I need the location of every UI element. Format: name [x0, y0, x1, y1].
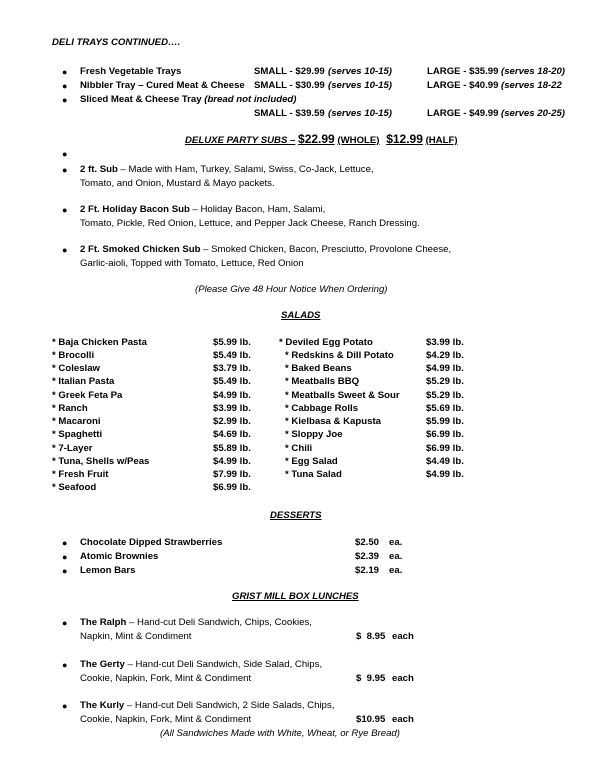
dessert-unit: ea. [389, 551, 403, 562]
salad-price: $7.99 lb. [213, 469, 251, 480]
salad-price: $5.29 lb. [426, 376, 464, 387]
salad-name: * Italian Pasta [52, 376, 115, 387]
lunch-desc-line2: Cookie, Napkin, Fork, Mint & Condiment [80, 673, 252, 684]
tray-small-price: SMALL - $39.59 [254, 108, 325, 119]
sub-name: 2 Ft. Holiday Bacon Sub [80, 204, 190, 215]
salad-name: * Fresh Fruit [52, 469, 109, 480]
tray-large-price: LARGE - $40.99 [427, 80, 499, 91]
lunch-item [80, 659, 322, 670]
lunch-name: The Gerty [80, 659, 125, 670]
lunch-desc-line2: Cookie, Napkin, Fork, Mint & Condiment [80, 714, 252, 725]
salad-name: * Meatballs Sweet & Sour [285, 390, 400, 401]
salad-price: $5.29 lb. [426, 390, 464, 401]
bullet-icon: ● [62, 552, 68, 562]
sub-desc-line2: Tomato, Pickle, Red Onion, Lettuce, and Pepper Jack Cheese, Ranch Dressing. [80, 218, 420, 229]
lunches-title: GRIST MILL BOX LUNCHES [232, 591, 359, 602]
salad-name: * Cabbage Rolls [285, 403, 359, 414]
tray-small-serves: (serves 10-15) [328, 108, 393, 119]
salad-name: * Ranch [52, 403, 88, 414]
sub-item [80, 244, 451, 255]
tray-name: Sliced Meat & Cheese Tray [80, 94, 202, 105]
salad-price: $6.99 lb. [426, 429, 464, 440]
desserts-title: DESSERTS [270, 510, 322, 521]
salad-price: $2.99 lb. [213, 416, 251, 427]
subs-half-price: $12.99 [386, 132, 423, 146]
salad-name: * Tuna, Shells w/Peas [52, 456, 150, 467]
section-header: DELI TRAYS CONTINUED…. [52, 37, 181, 48]
salad-price: $4.99 lb. [426, 469, 464, 480]
salad-price: $6.99 lb. [426, 443, 464, 454]
dessert-price: $2.50 [355, 537, 380, 548]
tray-large-serves: (serves 20-25) [501, 108, 566, 119]
tray-small-serves: (serves 10-15) [328, 80, 393, 91]
tray-small-price: SMALL - $30.99 [254, 80, 325, 91]
bullet-icon: ● [62, 165, 68, 175]
salad-price: $3.79 lb. [213, 363, 251, 374]
tray-small-price: SMALL - $29.99 [254, 66, 325, 77]
lunch-desc-line2: Napkin, Mint & Condiment [80, 631, 192, 642]
salad-name: * Seafood [52, 482, 97, 493]
salad-price: $4.69 lb. [213, 429, 251, 440]
salad-price: $4.29 lb. [426, 350, 464, 361]
salad-price: $6.99 lb. [213, 482, 251, 493]
lunch-desc: – Hand-cut Deli Sandwich, Chips, Cookies, [126, 617, 312, 628]
bullet-icon: ● [62, 538, 68, 548]
sandwich-bread-note: (All Sandwiches Made with White, Wheat, or Rye Bread) [160, 728, 400, 739]
salad-name: * Coleslaw [52, 363, 100, 374]
salad-name: * Sloppy Joe [285, 429, 343, 440]
salad-price: $3.99 lb. [426, 337, 464, 348]
tray-name: Fresh Vegetable Trays [80, 66, 182, 77]
salad-name: * Baja Chicken Pasta [52, 337, 147, 348]
tray-small-serves: (serves 10-15) [328, 66, 393, 77]
bullet-icon: ● [62, 149, 68, 159]
sub-desc: – Smoked Chicken, Bacon, Presciutto, Provolone Cheese, [200, 244, 452, 255]
salads-title: SALADS [281, 310, 321, 321]
salad-price: $4.99 lb. [213, 456, 251, 467]
salad-name: * Macaroni [52, 416, 101, 427]
tray-large-serves: (serves 18-20) [501, 66, 566, 77]
salad-price: $4.99 lb. [213, 390, 251, 401]
lunch-price: $ 9.95 [356, 673, 386, 684]
salad-name: * Chili [285, 443, 313, 454]
lunch-price: $ 8.95 [356, 631, 386, 642]
salad-price: $5.49 lb. [213, 350, 251, 361]
lunch-desc: – Hand-cut Deli Sandwich, 2 Side Salads, Chips, [124, 700, 335, 711]
salad-name: * Tuna Salad [285, 469, 342, 480]
bullet-icon: ● [62, 618, 68, 628]
salad-name: * Spaghetti [52, 429, 103, 440]
tray-row [80, 94, 296, 105]
salad-name: * Kielbasa & Kapusta [285, 416, 381, 427]
tray-name: Nibbler Tray – Cured Meat & Cheese [80, 80, 245, 91]
bullet-icon: ● [62, 67, 68, 77]
lunch-unit: each [392, 631, 414, 642]
subs-title-row [185, 132, 458, 146]
lunch-desc: – Hand-cut Deli Sandwich, Side Salad, Chips, [124, 659, 323, 670]
salad-name: * Egg Salad [285, 456, 338, 467]
lunch-price: $10.95 [356, 714, 386, 725]
sub-desc: – Holiday Bacon, Ham, Salami, [189, 204, 326, 215]
order-notice: (Please Give 48 Hour Notice When Ordering) [195, 284, 388, 295]
lunch-item [80, 617, 312, 628]
sub-item [80, 164, 374, 175]
salad-name: * Greek Feta Pa [52, 390, 123, 401]
salad-price: $5.99 lb. [213, 337, 251, 348]
subs-title: DELUXE PARTY SUBS – [185, 135, 296, 146]
dessert-name: Chocolate Dipped Strawberries [80, 537, 223, 548]
salad-name: * Brocolli [52, 350, 95, 361]
sub-desc: – Made with Ham, Turkey, Salami, Swiss, Co-Jack, Lettuce, [117, 164, 374, 175]
sub-name: 2 ft. Sub [80, 164, 118, 175]
tray-note: (bread not included) [204, 94, 297, 105]
salad-name: * Redskins & Dill Potato [285, 350, 394, 361]
salad-price: $3.99 lb. [213, 403, 251, 414]
dessert-name: Atomic Brownies [80, 551, 159, 562]
lunch-name: The Kurly [80, 700, 125, 711]
salad-price: $4.99 lb. [426, 363, 464, 374]
lunch-name: The Ralph [80, 617, 127, 628]
dessert-unit: ea. [389, 565, 403, 576]
bullet-icon: ● [62, 95, 68, 105]
salad-name: * Deviled Egg Potato [279, 337, 373, 348]
bullet-icon: ● [62, 566, 68, 576]
salad-name: * 7-Layer [52, 443, 93, 454]
salad-name: * Baked Beans [285, 363, 352, 374]
bullet-icon: ● [62, 81, 68, 91]
tray-large-price: LARGE - $35.99 [427, 66, 499, 77]
salad-price: $5.49 lb. [213, 376, 251, 387]
dessert-price: $2.39 [355, 551, 380, 562]
sub-desc-line2: Tomato, and Onion, Mustard & Mayo packets. [80, 178, 275, 189]
dessert-price: $2.19 [355, 565, 380, 576]
tray-large-serves: (serves 18-22 [501, 80, 562, 91]
salad-price: $5.89 lb. [213, 443, 251, 454]
bullet-icon: ● [62, 701, 68, 711]
dessert-name: Lemon Bars [80, 565, 136, 576]
subs-whole-label: (WHOLE) [337, 135, 380, 146]
dessert-unit: ea. [389, 537, 403, 548]
salad-price: $4.49 lb. [426, 456, 464, 467]
salad-price: $5.69 lb. [426, 403, 464, 414]
lunch-unit: each [392, 673, 414, 684]
lunch-unit: each [392, 714, 414, 725]
salad-price: $5.99 lb. [426, 416, 464, 427]
lunch-item [80, 700, 334, 711]
sub-desc-line2: Garlic-aioli, Topped with Tomato, Lettuce, Red Onion [80, 258, 304, 269]
bullet-icon: ● [62, 205, 68, 215]
bullet-icon: ● [62, 660, 68, 670]
subs-half-label: (HALF) [425, 135, 458, 146]
salad-name: * Meatballs BBQ [285, 376, 360, 387]
sub-item [80, 204, 325, 215]
bullet-icon: ● [62, 245, 68, 255]
tray-large-price: LARGE - $49.99 [427, 108, 499, 119]
subs-whole-price: $22.99 [298, 132, 335, 146]
sub-name: 2 Ft. Smoked Chicken Sub [80, 244, 201, 255]
